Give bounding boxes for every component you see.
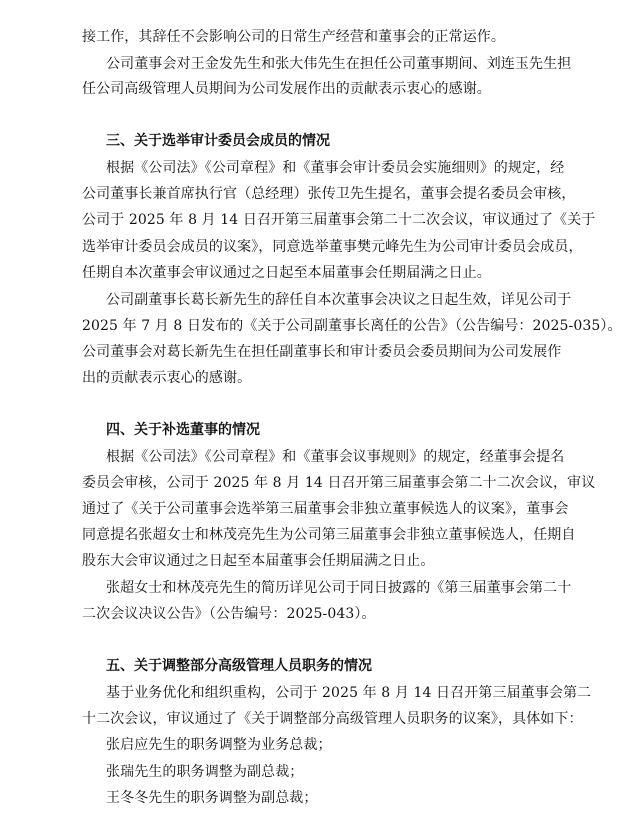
text-line: 任公司高级管理人员期间为公司发展作出的贡献表示衷心的感谢。: [82, 81, 491, 97]
text-line: 选举审计委员会成员的议案》，同意选举董事樊元峰先生为公司审计委员会成员，: [82, 239, 583, 255]
section-heading-4: 四、关于补选董事的情况: [106, 422, 260, 438]
text-line: 任期自本次董事会审议通过之日起至本届董事会任期届满之日止。: [82, 265, 491, 281]
list-item: 张启应先生的职务调整为业务总裁；: [106, 737, 332, 753]
text-line: 接工作，其辞任不会影响公司的日常生产经营和董事会的正常运作。: [82, 29, 505, 45]
text-line: 十二次会议，审议通过了《关于调整部分高级管理人员职务的议案》，具体如下：: [82, 711, 583, 727]
text-line: 公司董事会对葛长新先生在担任副董事长和审计委员会委员期间为公司发展作: [82, 344, 562, 360]
text-line: 股东大会审议通过之日起至本届董事会任期届满之日止。: [82, 553, 435, 569]
text-line: 二次会议决议公告》（公告编号：2025-043）。: [82, 606, 376, 622]
text-line: 张超女士和林茂亮先生的简历详见公司于同日披露的《第三届董事会第二十: [106, 580, 572, 596]
section-heading-5: 五、关于调整部分高级管理人员职务的情况: [106, 658, 372, 674]
list-item: 张瑞先生的职务调整为副总裁；: [106, 764, 304, 780]
text-line: 同意提名张超女士和林茂亮先生为公司第三届董事会非独立董事候选人，任期自: [82, 527, 576, 543]
text-line: 出的贡献表示衷心的感谢。: [82, 370, 252, 386]
text-line: 公司董事长兼首席执行官（总经理）张传卫先生提名，董事会提名委员会审核，: [82, 186, 576, 202]
text-line: 公司副董事长葛长新先生的辞任自本次董事会决议之日起生效，详见公司于: [106, 292, 572, 308]
section-heading-3: 三、关于选举审计委员会成员的情况: [106, 133, 330, 149]
list-item: 王冬冬先生的职务调整为副总裁；: [106, 790, 318, 806]
text-line: 委员会审核，公司于 2025 年 8 月 14 日召开第三届董事会第二十二次会议，审议: [82, 475, 596, 491]
text-line: 根据《公司法》《公司章程》和《董事会议事规则》的规定，经董事会提名: [106, 449, 565, 465]
text-line: 基于业务优化和组织重构，公司于 2025 年 8 月 14 日召开第三届董事会第二: [106, 685, 592, 701]
text-line: 2025 年 7 月 8 日发布的《关于公司副董事长离任的公告》（公告编号：2025-035）。: [82, 318, 622, 334]
text-line: 公司于 2025 年 8 月 14 日召开第三届董事会第二十二次会议，审议通过了《关于: [82, 212, 596, 228]
text-line: 根据《公司法》《公司章程》和《董事会审计委员会实施细则》的规定，经: [106, 160, 565, 176]
text-line: 公司董事会对王金发先生和张大伟先生在担任公司董事期间、刘连玉先生担: [106, 56, 572, 72]
text-line: 通过了《关于公司董事会选举第三届董事会非独立董事候选人的议案》，董事会: [82, 501, 569, 517]
